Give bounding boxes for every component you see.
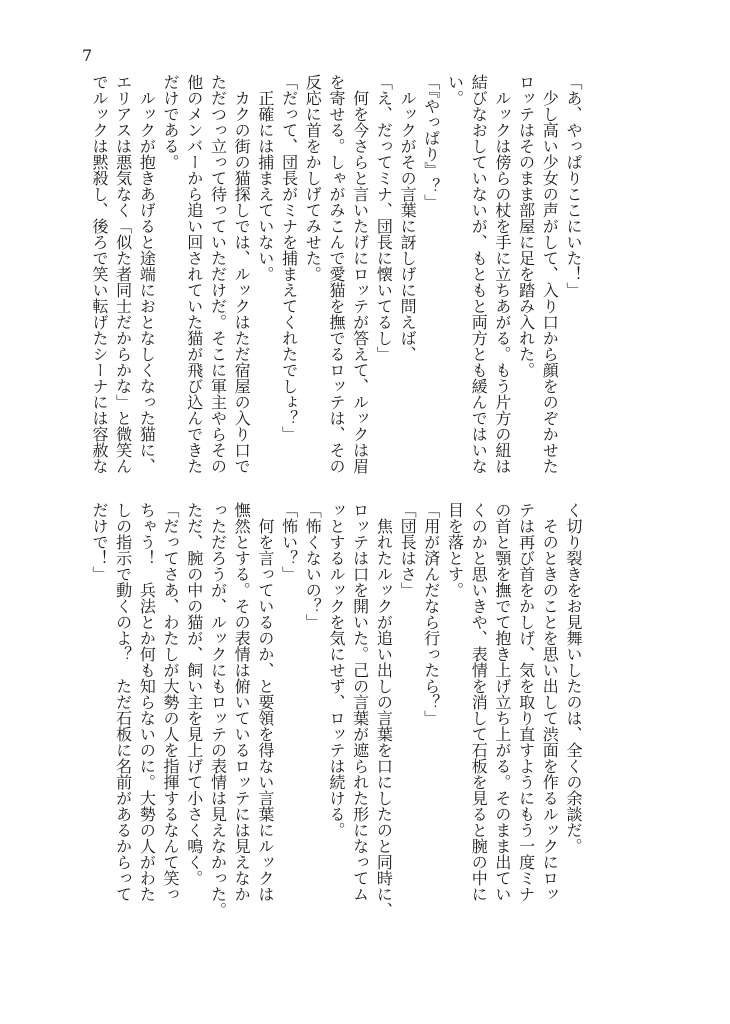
text-line: っただろうが、ルックにもロッテの表情は見えなかった。 xyxy=(208,502,228,918)
text-line: 「怖い？」 xyxy=(279,502,299,582)
text-block-top xyxy=(87,74,585,498)
text-line: 何を今さらと言いたげにロッテが答えて、ルックは眉 xyxy=(350,74,370,474)
text-line: 反応に首をかしげてみせた。 xyxy=(303,74,323,282)
text-line: 何を言っているのか、と要領を得ない言葉にルックは xyxy=(255,502,275,902)
text-block-bottom xyxy=(87,502,585,926)
text-line: い。 xyxy=(445,74,465,106)
text-line: だけである。 xyxy=(161,74,181,170)
text-line: 結びなおしていないが、もともと両方とも緩んではいな xyxy=(469,74,489,474)
text-line: ルックは傍らの杖を手に立ちあがる。もう片方の紐は xyxy=(492,74,512,474)
text-line: ただつっ立って待っていただけだ。そこに軍主やらその xyxy=(208,74,228,474)
text-line: くのかと思いきや、表情を消して石板を見ると腕の中に xyxy=(469,502,489,902)
text-line: しの指示で動くのよ？ ただ石板に名前があるからって xyxy=(113,502,133,902)
text-line: ルックがその言葉に訝しげに問えば、 xyxy=(398,74,418,362)
text-line: ちゃう！ 兵法とか何も知らないのに。大勢の人がわた xyxy=(137,502,157,902)
text-line: 憮然とする。その表情は俯いているロッテには見えなか xyxy=(232,502,252,902)
text-line: 「怖くないの？」 xyxy=(303,502,323,630)
text-line: だけで！」 xyxy=(89,502,109,582)
text-line: そのときのことを思い出して渋面を作るルックにロッ xyxy=(540,502,560,902)
text-line: エリアスは悪気なく「似た者同士だからかな」と微笑ん xyxy=(113,74,133,474)
text-line: 「あ、やっぱりここにいた！」 xyxy=(564,74,583,298)
text-line: の首と顎を撫でて抱き上げ立ち上がる。そのまま出てい xyxy=(492,502,512,902)
text-line: ルックが抱きあげると途端におとなしくなった猫に、 xyxy=(137,74,157,474)
text-line: カクの街の猫探しでは、ルックはただ宿屋の入り口で xyxy=(232,74,252,474)
text-line: テは再び首をかしげ、気を取り直すようにもう一度ミナ xyxy=(516,502,536,902)
text-line: 「だって、団長がミナを捕まえてくれたでしょ？」 xyxy=(279,74,299,442)
text-line: ッとするルックを気にせず、ロッテは続ける。 xyxy=(326,502,346,838)
text-line: を寄せる。しゃがみこんで愛猫を撫でるロッテは、その xyxy=(326,74,346,474)
text-line: 目を落とす。 xyxy=(445,502,465,598)
text-line: く切り裂きをお見舞いしたのは、全くの余談だ。 xyxy=(564,502,583,854)
text-line: ロッテは口を開いた。己の言葉が遮られた形になってム xyxy=(350,502,370,902)
text-line: 「用が済んだなら行ったら？」 xyxy=(421,502,441,726)
text-line: でルックは黙殺し、後ろで笑い転げたシーナには容赦な xyxy=(89,74,109,474)
text-line: ロッテはそのまま部屋に足を踏み入れた。 xyxy=(516,74,536,378)
text-line: 正確には捕まえていない。 xyxy=(255,74,275,282)
text-line: 焦れたルックが追い出しの言葉を口にしたのと同時に、 xyxy=(374,502,394,918)
page-number: 7 xyxy=(82,46,93,65)
text-line: 「『やっぱり』？」 xyxy=(421,74,441,210)
text-line: 「だってさあ、わたしが大勢の人を指揮するなんて笑っ xyxy=(161,502,181,902)
text-line: 少し高い少女の声がして、入り口から顔をのぞかせた xyxy=(540,74,560,474)
text-line: 「団長はさ」 xyxy=(398,502,418,598)
text-line: 「え、だってミナ、団長に懐いてるし」 xyxy=(374,74,394,362)
text-line: ただ、腕の中の猫が、飼い主を見上げて小さく鳴く。 xyxy=(184,502,204,886)
text-line: 他のメンバーから追い回されていた猫が飛び込んできた xyxy=(184,74,204,474)
